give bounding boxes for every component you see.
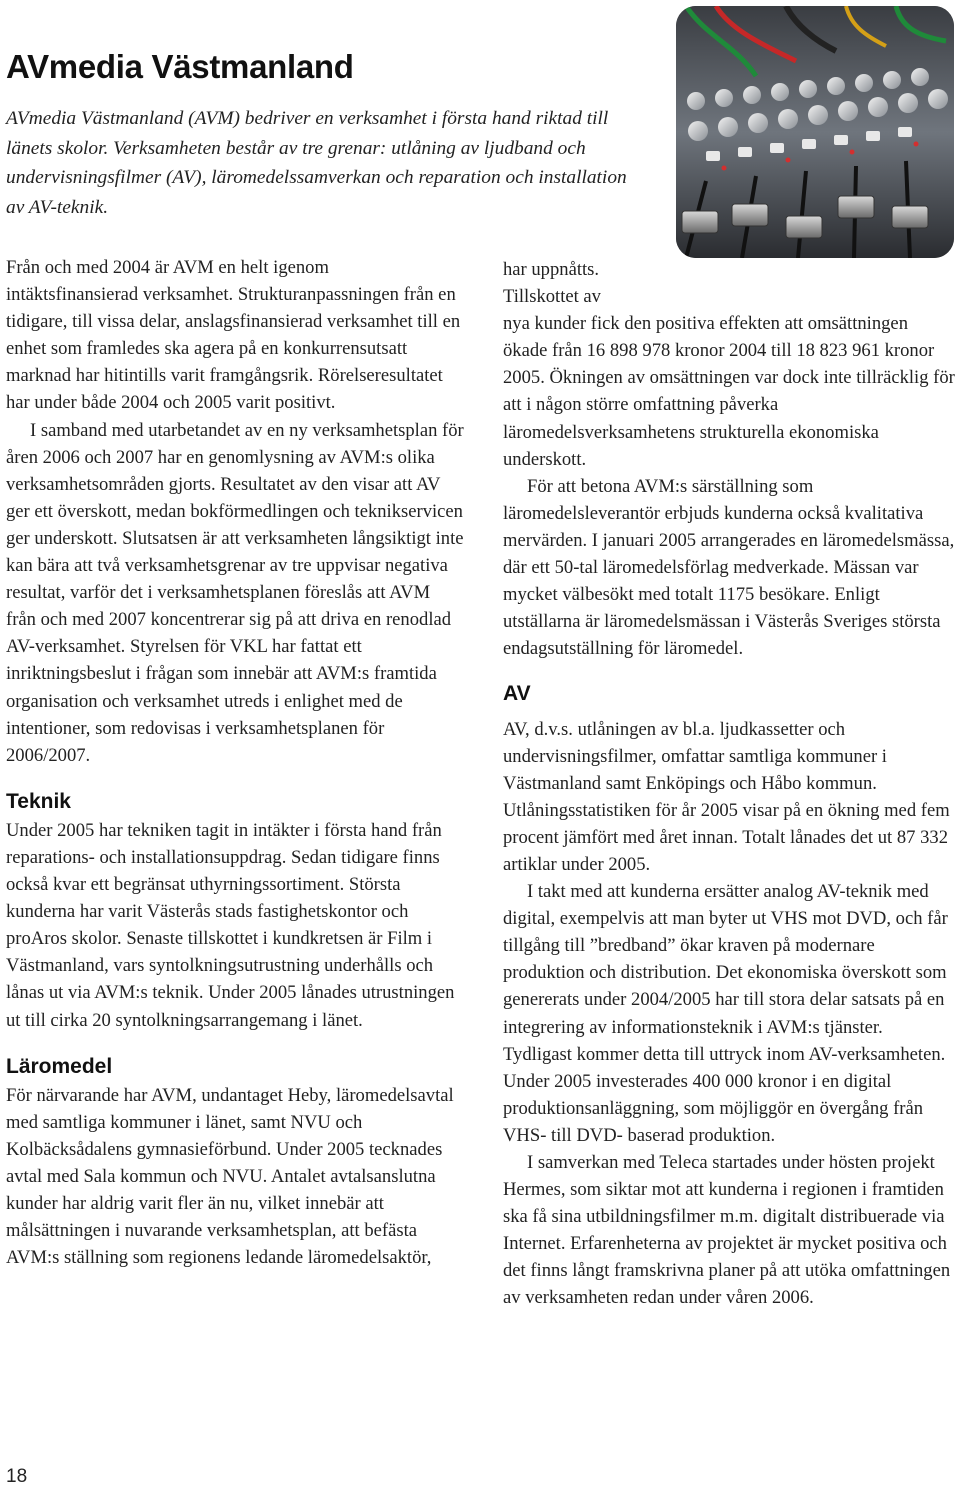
- paragraph: För att betona AVM:s särställning som läromedelsleverantör erbjuds kunderna också kvalitativa mervärden. I januari 2005 arrangerades en läromedelsmässa, där ett 50-tal läromedelsförlag medverkade. Mässan var mycket välbesökt med totalt 1175 besökare. Enligt utställarna är läromedelsmässan i Västerås Sveriges största endagsutställning för läromedel.: [503, 475, 955, 660]
- audio-mixer-photo: [676, 6, 954, 258]
- right-column: [503, 256, 955, 1312]
- page-number: 18: [6, 1466, 28, 1487]
- page-title: AVmedia Västmanland: [6, 48, 354, 85]
- heading-av: AV: [503, 682, 531, 706]
- paragraph: I takt med att kunderna ersätter analog AV-teknik med digital, exempelvis att man byter ut VHS mot DVD, och får tillgång till ”bredband” ökar kraven på modernare produktion och distribution. Det ekonomiska överskott som genererats under 2004/2005 har till stora delar satsats på en integrering av informationsteknik i AVM:s tjänster. Tydligast kommer detta till uttryck inom AV-verksamheten. Under 2005 investerades 400 000 kronor i en digital produktionsanläggning, som möjliggör en övergång från VHS- till DVD- baserad produktion.: [503, 881, 948, 1146]
- paragraph: I samverkan med Teleca startades under hösten projekt Hermes, som siktar mot att kunderna i regionen i framtiden ska få sina utbildningsfilmer m.m. digitalt distribuerade via Internet. Erfarenheterna av projektet är mycket positiva och det finns långt framskrivna planer på att utöka omfattningen av verksamheten redan under våren 2006.: [503, 1152, 951, 1309]
- paragraph: I samband med utarbetandet av en ny verksamhetsplan för åren 2006 och 2007 har en genomlysning av AVM:s olika verksamhetsområden gjorts. Resultatet av den visar att AV ger ett överskott, medan bokförmedlingen och teknikservicen ger underskott. Slutsatsen är att verksamheten långsiktigt inte kan bära att två verksamhetsgrenar av tre uppvisar negativa resultat, varför det i verksamhetsplanen föreslås att AVM från och med 2007 koncentrerar sig på att driva en renodlad AV-verksamhet. Styrelsen för VKL har fattat ett inriktningsbeslut i frågan som innebär att AVM:s framtida organisation och verksamhet utreds i enlighet med de intentioner, som redovisas i verksamhetsplanen för 2006/2007.: [6, 419, 464, 766]
- paragraph: nya kunder fick den positiva effekten att omsättningen ökade från 16 898 978 kronor 2004 till 18 823 961 kronor 2005. Ökningen av omsättningen var dock inte tillräcklig för att i någon större omfattning påverka läromedelsverksamhetens strukturella ekonomiska underskott.: [503, 313, 955, 470]
- paragraph: AV, d.v.s. utlåningen av bl.a. ljudkassetter och undervisningsfilmer, omfattar samtliga kommuner i Västmanland samt Enköpings och Håbo kommun. Utlåningsstatistiken för år 2005 visar på en ökning med fem procent jämfört med året innan. Totalt lånades det ut 87 332 artiklar under 2005.: [503, 718, 950, 875]
- paragraph-line: har uppnåtts.: [503, 259, 600, 280]
- heading-teknik: Teknik: [6, 789, 71, 813]
- paragraph: Från och med 2004 är AVM en helt igenom intäktsfinansierad verksamhet. Strukturanpassningen från en tidigare, till vissa delar, anslagsfinansierad verksamhet till en enhet som framledes ska agera på en konkurrensutsatt marknad har hitintills varit framgångsrik. Rörelseresultatet har under både 2004 och 2005 varit positivt.: [6, 257, 461, 414]
- intro-paragraph: AVmedia Västmanland (AVM) bedriver en verksamhet i första hand riktad till länets skolor. Verksamheten består av tre grenar: utlåning av ljudband och undervisningsfilmer (AV), läromedelssamverkan och reparation och installation av AV-teknik.: [6, 108, 627, 218]
- paragraph: För närvarande har AVM, undantaget Heby, läromedelsavtal med samtliga kommuner i länet, samt NVU och Kolbäcksådalens gymnasieförbund. Under 2005 tecknades avtal med Sala kommun och NVU. Antalet avtalsanslutna kunder har aldrig varit fler än nu, vilket innebär att målsättningen i nuvarande verksamhetsplan, att befästa AVM:s ställning som regionens ledande läromedelsaktör,: [6, 1084, 454, 1269]
- left-column: [6, 254, 464, 1271]
- mixer-illustration: [676, 6, 954, 258]
- paragraph-line: Tillskottet av: [503, 286, 601, 308]
- paragraph: Under 2005 har tekniken tagit in intäkter i första hand från reparations- och installationsuppdrag. Sedan tidigare finns också kvar ett begränsat uthyrningssortiment. Största kunderna har varit Västerås stads fastighetskontor och proAros skolor. Senaste tillskottet i kundkretsen är Film i Västmanland, vars syntolkningsutrustning underhålls och lånas ut via AVM:s teknik. Under 2005 lånades utrustningen ut till cirka 20 syntolkningsarrangemang i länet.: [6, 819, 455, 1031]
- heading-laromedel: Läromedel: [6, 1054, 113, 1078]
